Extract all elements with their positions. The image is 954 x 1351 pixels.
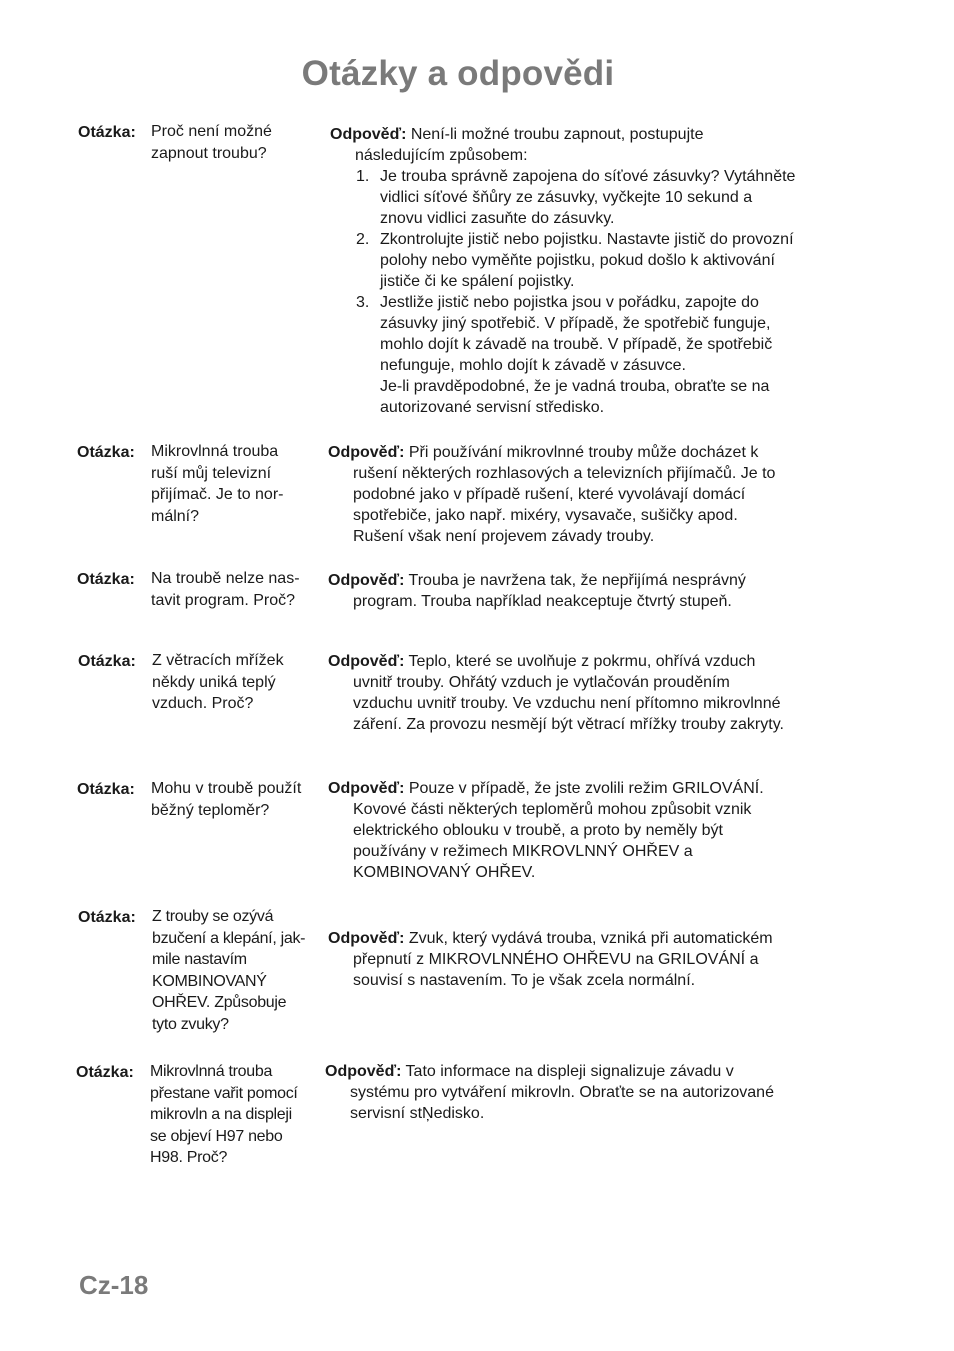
answer-line: používány v režimech MIKROVLNNÝ OHŘEV a: [353, 843, 693, 860]
question-label: Otázka:: [77, 444, 135, 461]
step-line: autorizované servisní středisko.: [380, 399, 605, 416]
question-text: [151, 121, 323, 164]
question-label: Otázka:: [77, 781, 135, 798]
answer-line: Kovové části některých teploměrů mohou způsobit vznik: [353, 801, 752, 818]
answer-line: systému pro vytváření mikrovln. Obraťte se na autorizované: [350, 1084, 774, 1101]
answer-line: následujícím způsobem:: [355, 147, 528, 164]
answer-line: souvisí s nastavením. To je však zcela normální.: [353, 972, 696, 989]
step-line: polohy nebo vyměňte pojistku, pokud došlo k aktivování: [380, 252, 775, 269]
question-label: Otázka:: [78, 909, 136, 926]
question-text: [151, 568, 323, 611]
question-line: přestane vařit pomocí: [150, 1084, 298, 1102]
question-text: [151, 441, 323, 527]
step-number: 1.: [356, 168, 370, 185]
answer-text: [328, 778, 764, 883]
question-text: [150, 1061, 322, 1169]
question-line: OHŘEV. Způsobuje: [152, 994, 287, 1011]
question-line: ruší můj televizní: [151, 464, 272, 482]
answer-line: Tato informace na displeji signalizuje závadu v: [405, 1063, 734, 1080]
question-line: Mohu v troubě použít: [151, 780, 302, 797]
question-line: Na troubě nelze nas-: [151, 570, 300, 587]
step-line: Zkontrolujte jistič nebo pojistku. Nastavte jistič do provozní: [380, 231, 794, 248]
answer-line: Není-li možné troubu zapnout, postupujte: [410, 126, 704, 143]
question-line: Z trouby se ozývá: [152, 908, 274, 925]
answer-label: Odpověď:: [328, 653, 405, 670]
list-item: [330, 166, 795, 229]
answer-label: Odpověď:: [328, 780, 405, 797]
step-line: Jestliže jistič nebo pojistka jsou v pořádku, zapojte do: [380, 294, 759, 311]
step-number: 3.: [356, 294, 370, 311]
question-line: někdy uniká teplý: [152, 673, 276, 691]
answer-text: [328, 442, 775, 547]
question-line: Proč není možné: [151, 123, 272, 140]
answer-label: Odpověď:: [330, 126, 407, 143]
question-line: běžný teploměr?: [151, 801, 270, 819]
step-line: mohlo dojít k závadě na troubě. V případě, že spotřebič: [380, 336, 773, 353]
answer-line: KOMBINOVANÝ OHŘEV.: [353, 864, 536, 881]
question-line: bzučení a klepání, jak-: [152, 929, 306, 947]
step-line: Je-li pravděpodobné, že je vadná trouba, obraťte se na: [380, 378, 770, 395]
list-item: [330, 292, 795, 418]
steps-list: [330, 166, 795, 418]
question-label: Otázka:: [78, 653, 136, 670]
question-line: přijímač. Je to nor-: [151, 486, 284, 503]
answer-line: Při používání mikrovlnné trouby může docházet k: [408, 444, 759, 461]
answer-text: [325, 1061, 774, 1124]
answer-label: Odpověď:: [325, 1063, 402, 1080]
question-line: H98. Proč?: [150, 1149, 228, 1166]
step-line: zásuvky jiný spotřebič. V případě, že spotřebič funguje,: [380, 315, 771, 332]
question-line: Mikrovlnná trouba: [151, 443, 279, 460]
question-label: Otázka:: [78, 124, 136, 141]
page-title: Otázky a odpovědi: [301, 54, 615, 93]
question-line: se objeví H97 nebo: [150, 1127, 283, 1145]
question-line: mální?: [151, 507, 200, 525]
question-line: Z větracích mřížek: [152, 652, 284, 669]
question-text: [151, 778, 323, 821]
answer-line: vzduchu uvnitř trouby. Ve vzduchu není přítomno mikrovlnné: [353, 695, 781, 712]
answer-line: Trouba je navržena tak, že nepřijímá nesprávný: [408, 572, 746, 589]
question-line: mikrovln a na displeji: [150, 1106, 292, 1123]
step-number: 2.: [356, 231, 370, 248]
question-text: [152, 906, 324, 1035]
answer-line: rušení některých rozhlasových a televizních přijímačů. Je to: [353, 465, 776, 482]
answer-line: Rušení však není projevem závady trouby.: [353, 528, 655, 545]
answer-text: [330, 124, 795, 418]
question-line: vzduch. Proč?: [152, 695, 254, 712]
answer-line: záření. Za provozu nesmějí být větrací mřížky trouby zakryty.: [353, 716, 784, 733]
step-line: vidlici síťové šňůry ze zásuvky, vyčkejte 10 sekund a: [380, 189, 753, 206]
question-line: tavit program. Proč?: [151, 591, 296, 609]
page-number: Cz-18: [79, 1270, 149, 1300]
question-line: tyto zvuky?: [152, 1015, 229, 1033]
answer-line: program. Trouba například neakceptuje čtvrtý stupeň.: [353, 593, 732, 610]
step-line: znovu vidlici zasuňte do zásuvky.: [380, 210, 615, 227]
step-line: jističe či ke spálení pojistky.: [380, 273, 575, 290]
answer-text: [328, 570, 746, 612]
answer-line: uvnitř trouby. Ohřátý vzduch je vytlačován prouděním: [353, 674, 730, 691]
answer-line: Pouze v případě, že jste zvolili režim GRILOVÁNÍ.: [408, 780, 764, 797]
answer-line: servisní stŅedisko.: [350, 1105, 485, 1122]
answer-line: elektrického oblouku v troubě, a proto by neměly být: [353, 822, 723, 839]
answer-text: [328, 928, 773, 991]
question-line: KOMBINOVANÝ: [152, 972, 267, 990]
list-item: [330, 229, 795, 292]
answer-label: Odpověď:: [328, 444, 405, 461]
answer-line: Zvuk, který vydává trouba, vzniká při automatickém: [408, 930, 773, 947]
question-line: Mikrovlnná trouba: [150, 1063, 273, 1080]
step-line: Je trouba správně zapojena do síťové zásuvky? Vytáhněte: [380, 168, 796, 185]
question-line: mile nastavím: [152, 951, 247, 968]
answer-text: [328, 651, 784, 735]
question-line: zapnout troubu?: [151, 144, 267, 162]
answer-line: spotřebiče, jako např. mixéry, vysavače, sušičky apod.: [353, 507, 738, 524]
answer-line: Teplo, které se uvolňuje z pokrmu, ohřívá vzduch: [408, 653, 756, 670]
question-label: Otázka:: [76, 1064, 134, 1081]
answer-line: přepnutí z MIKROVLNNÉHO OHŘEVU na GRILOVÁNÍ a: [353, 951, 759, 968]
answer-label: Odpověď:: [328, 930, 405, 947]
question-text: [152, 650, 324, 715]
question-label: Otázka:: [77, 571, 135, 588]
answer-line: podobné jako v případě rušení, které vyvolávají domácí: [353, 486, 746, 503]
answer-label: Odpověď:: [328, 572, 405, 589]
step-line: nefunguje, mohlo dojít k závadě v zásuvce.: [380, 357, 686, 374]
